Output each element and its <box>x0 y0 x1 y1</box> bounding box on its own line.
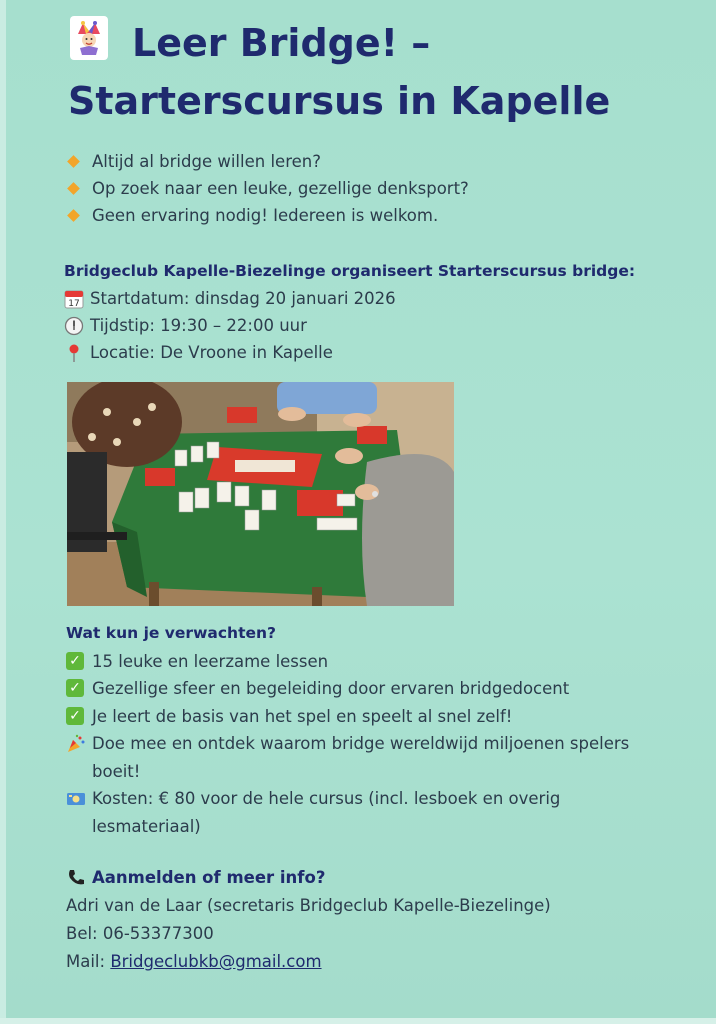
page-title <box>68 14 708 130</box>
bullet-text: Op zoek naar een leuke, gezellige denksport? <box>92 179 469 198</box>
expectations-section <box>66 620 666 840</box>
diamond-bullet-icon <box>67 182 80 195</box>
list-item <box>66 648 666 676</box>
contact-mail-row <box>66 948 551 976</box>
contact-person: Adri van de Laar (secretaris Bridgeclub Kapelle-Biezelinge) <box>66 896 551 915</box>
check-icon: ✓ <box>66 679 84 697</box>
page-edge-bottom <box>0 1018 716 1024</box>
bullet-text: Altijd al bridge willen leren? <box>92 152 321 171</box>
location-text: Locatie: De Vroone in Kapelle <box>90 343 333 362</box>
clock-icon <box>64 316 84 336</box>
list-item <box>66 175 469 202</box>
mail-link[interactable]: Bridgeclubkb@gmail.com <box>110 952 322 971</box>
check-icon: ✓ <box>66 707 84 725</box>
phone-icon <box>66 868 86 888</box>
intro-bullet-list <box>66 148 469 229</box>
mail-label: Mail: <box>66 952 111 971</box>
title-block <box>68 14 708 130</box>
page-edge <box>0 0 6 1024</box>
check-text: Je leert de basis van het spel en speelt al snel zelf! <box>92 706 513 726</box>
course-details <box>64 258 635 366</box>
diamond-bullet-icon <box>67 209 80 222</box>
calendar-icon <box>64 289 84 309</box>
party-popper-icon <box>66 734 86 754</box>
organizer-heading: Bridgeclub Kapelle-Biezelinge organiseert Starterscursus bridge: <box>64 262 636 280</box>
title-line-2: Starterscursus in Kapelle <box>68 79 611 123</box>
diamond-bullet-icon <box>67 155 80 168</box>
check-icon: ✓ <box>66 652 84 670</box>
title-line-1: Leer Bridge! – <box>132 21 431 65</box>
check-text: Gezellige sfeer en begeleiding door ervaren bridgedocent <box>92 679 570 698</box>
list-item <box>66 148 469 175</box>
joker-icon <box>70 16 108 60</box>
contact-heading <box>66 864 551 892</box>
list-item <box>66 675 666 703</box>
list-item <box>66 202 469 229</box>
money-icon <box>66 789 86 809</box>
start-date-row <box>64 285 635 312</box>
contact-phone: Bel: 06-53377300 <box>66 924 214 943</box>
location-row <box>64 339 635 366</box>
time-row <box>64 312 635 339</box>
bullet-text: Geen ervaring nodig! Iedereen is welkom. <box>92 206 439 225</box>
list-item <box>66 703 666 731</box>
party-text: Doe mee en ontdek waarom bridge wereldwijd miljoenen spelers boeit! <box>92 734 630 781</box>
time-text: Tijdstip: 19:30 – 22:00 uur <box>90 316 307 335</box>
contact-section <box>66 864 551 976</box>
list-item <box>66 730 666 785</box>
contact-heading-text: Aanmelden of meer info? <box>92 868 326 887</box>
svg-text:17: 17 <box>68 298 80 309</box>
bridge-players-photo <box>67 382 454 606</box>
cost-text: Kosten: € 80 voor de hele cursus (incl. lesboek en overig lesmateriaal) <box>92 789 561 836</box>
expectations-heading: Wat kun je verwachten? <box>66 624 277 642</box>
list-item <box>66 785 666 840</box>
location-pin-icon <box>64 343 84 363</box>
check-text: 15 leuke en leerzame lessen <box>92 651 329 671</box>
start-date-text: Startdatum: dinsdag 20 januari 2026 <box>90 289 396 308</box>
